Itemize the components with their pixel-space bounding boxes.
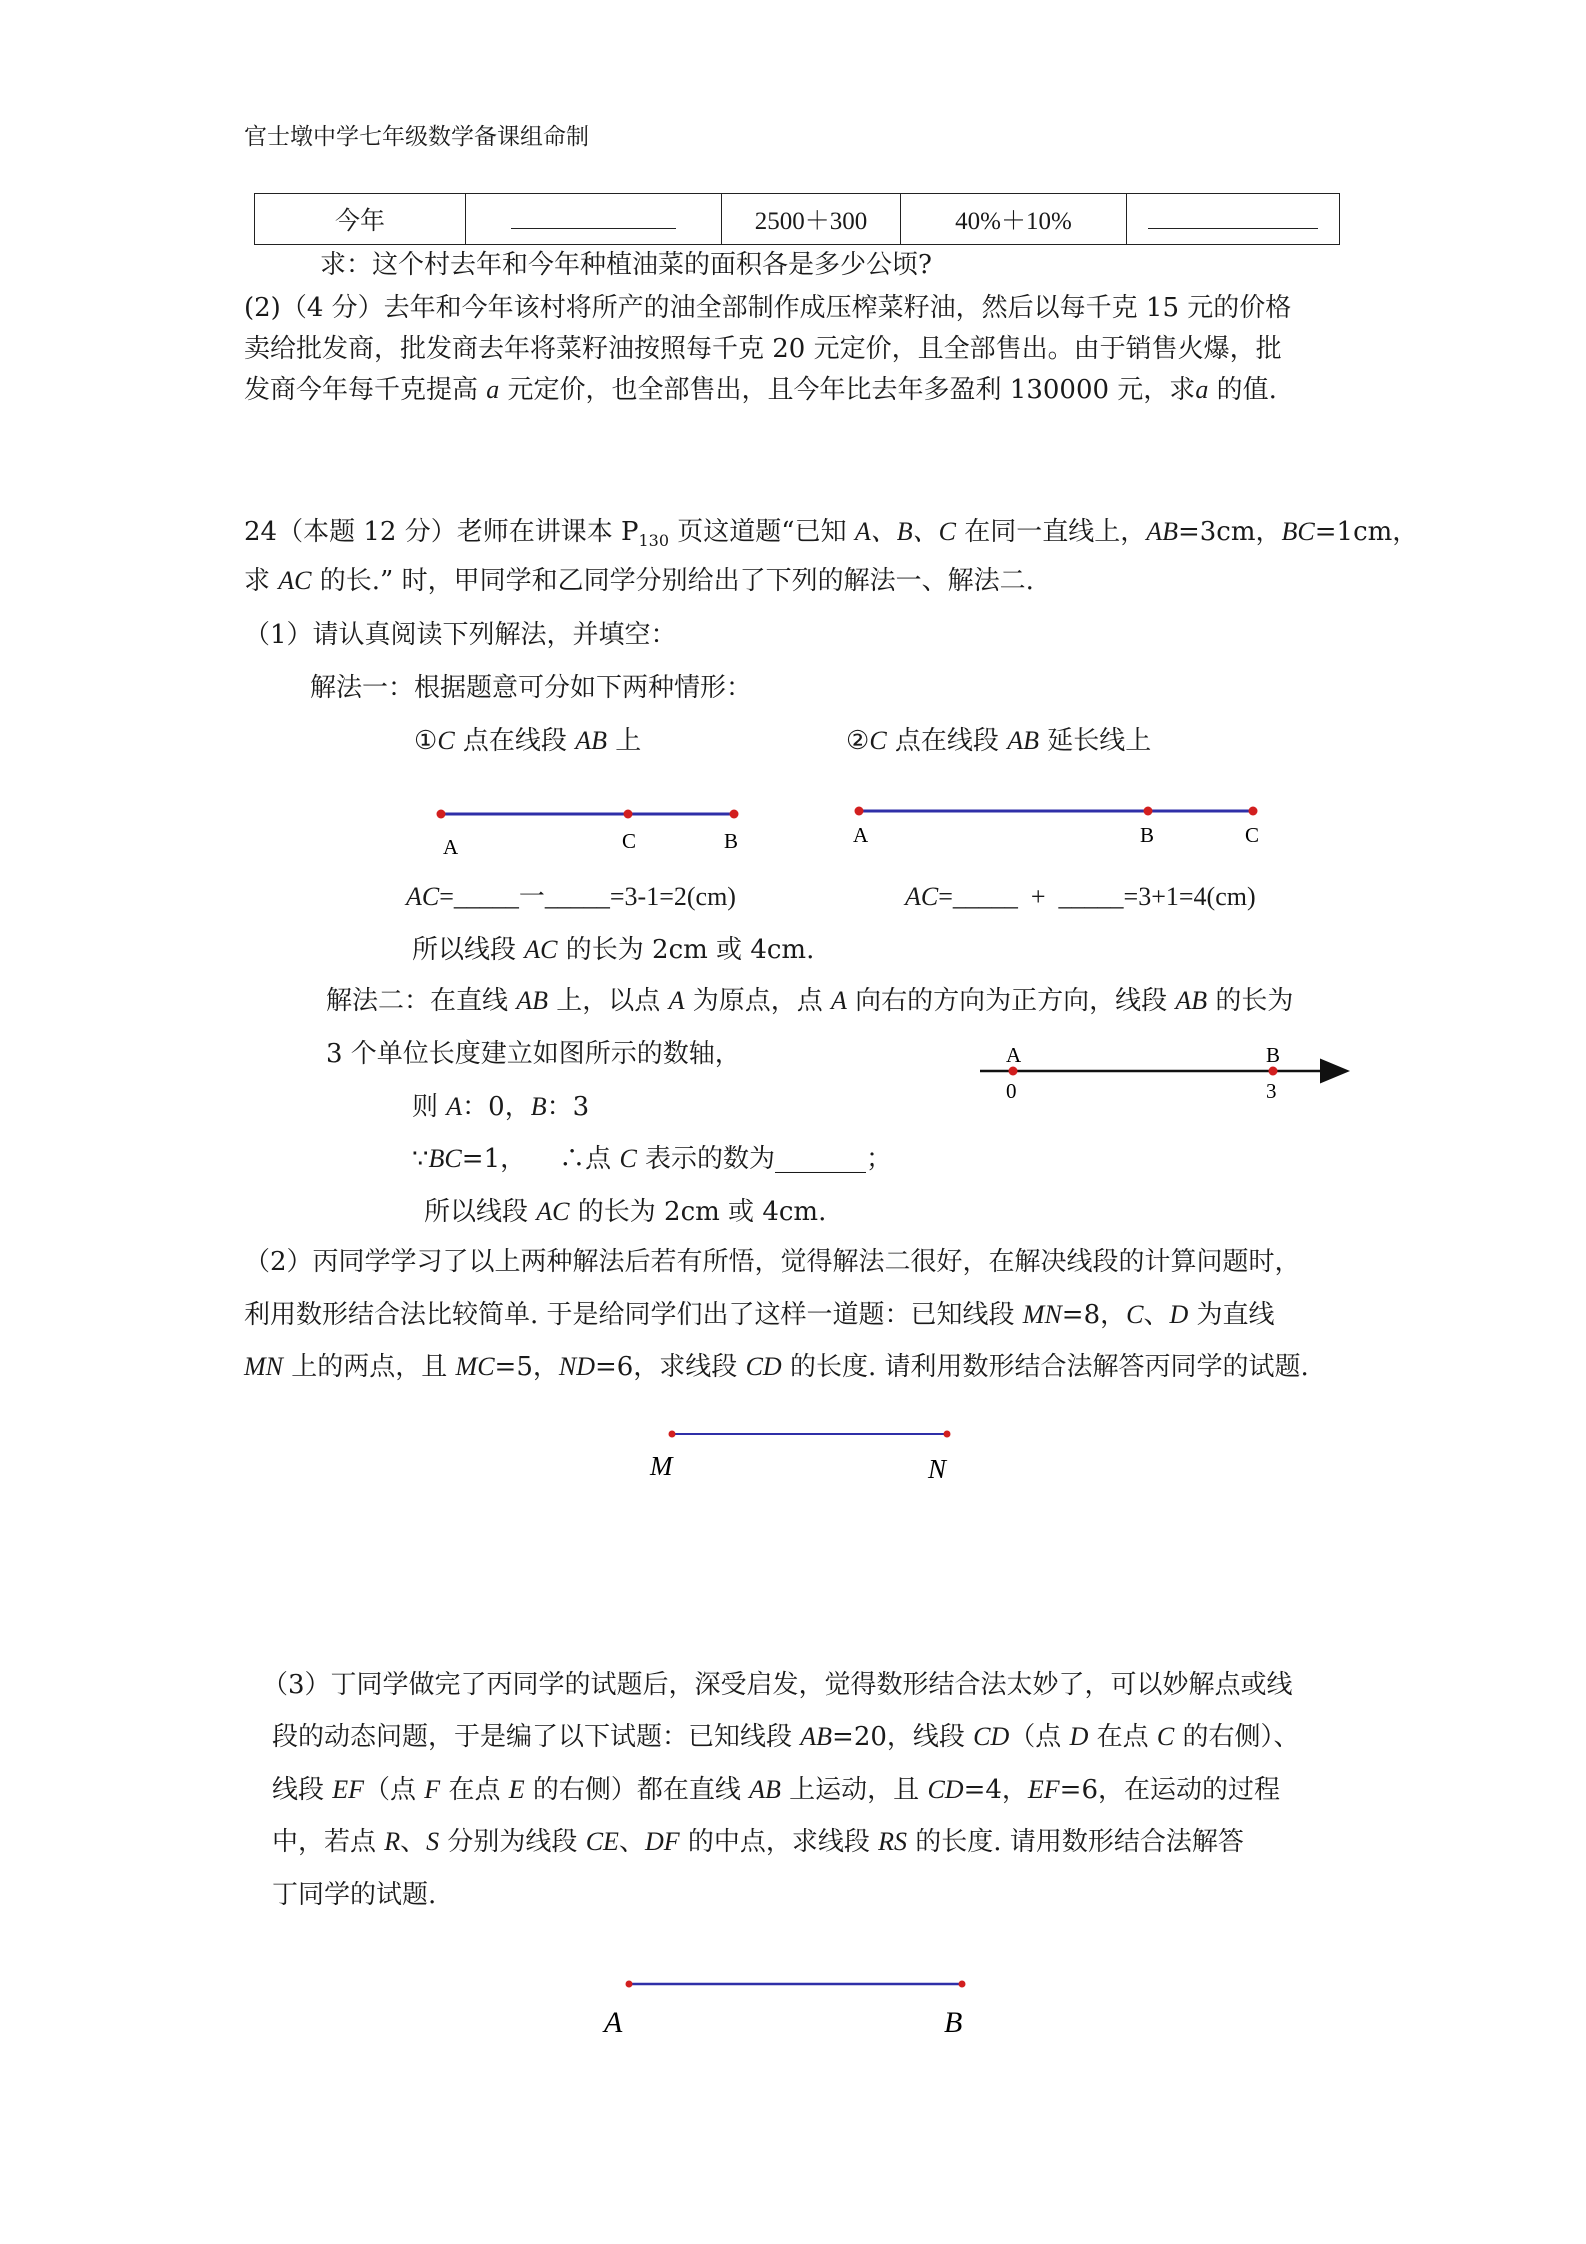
point-n (944, 1431, 951, 1438)
q24-line2: 求 AC 的长.” 时，甲同学和乙同学分别给出了下列的解法一、解法二. (244, 566, 1034, 596)
figure-ab-segment (602, 1981, 966, 2040)
point-b-1 (730, 810, 739, 819)
table-cell-percent: 40%＋10% (901, 194, 1127, 245)
q23-part2-line2: 卖给批发商，批发商去年将菜籽油按照每千克 20 元定价，且全部售出。由于销售火爆，批 (244, 334, 1282, 364)
label-b-1: B (724, 829, 739, 853)
part3-line3: 线段 EF（点 F 在点 E 的右侧）都在直线 AB 上运动，且 CD=4，EF=6，在运动的过程 (272, 1775, 1280, 1805)
point-a-3 (626, 1981, 633, 1988)
point-b-3 (959, 1981, 966, 1988)
axis-tick-3: 3 (1266, 1079, 1277, 1103)
number-axis (980, 1043, 1345, 1103)
table-cell-year: 今年 (255, 194, 466, 245)
figure-case2-segment (853, 807, 1259, 848)
method2-line2: 3 个单位长度建立如图所示的数轴， (326, 1039, 741, 1069)
label-a-3: A (604, 2006, 623, 2039)
point-c-1 (624, 810, 633, 819)
label-b-2: B (1140, 823, 1155, 847)
page-header: 官士墩中学七年级数学备课组命制 (244, 124, 589, 150)
part3-line5: 丁同学的试题. (272, 1880, 437, 1910)
part2-line1: （2）丙同学学习了以上两种解法后若有所悟，觉得解法二很好，在解决线段的计算问题时， (244, 1247, 1301, 1277)
label-a-2: A (853, 823, 869, 847)
table-cell-value: 2500＋300 (722, 194, 901, 245)
figure-case1-segment (437, 810, 739, 860)
label-c-2: C (1245, 823, 1260, 847)
label-c-1: C (622, 829, 637, 853)
point-b-2 (1144, 807, 1153, 816)
axis-point-a (1009, 1067, 1018, 1076)
q24-part1: （1）请认真阅读下列解法，并填空： (244, 620, 677, 650)
method1-title: 解法一：根据题意可分如下两种情形： (310, 673, 753, 703)
part2-line3: MN 上的两点，且 MC=5，ND=6，求线段 CD 的长度. 请利用数形结合法解答丙同学的试题. (244, 1352, 1309, 1382)
point-c-2 (1249, 807, 1258, 816)
axis-tick-0: 0 (1006, 1079, 1017, 1103)
part3-line2: 段的动态问题，于是编了以下试题：已知线段 AB=20，线段 CD（点 D 在点 C 的右侧）、 (272, 1722, 1300, 1752)
method2-coords: 则 A：0，B：3 (412, 1092, 590, 1122)
conclusion-1: 所以线段 AC 的长为 2cm 或 4cm. (412, 935, 815, 965)
equation-case2: AC=_____ + _____=3+1=4(cm) (905, 882, 1256, 911)
conclusion-2: 所以线段 AC 的长为 2cm 或 4cm. (424, 1197, 827, 1227)
equation-case1: AC=_____一_____=3-1=2(cm) (406, 882, 736, 911)
axis-point-b (1269, 1067, 1278, 1076)
label-m: M (650, 1451, 673, 1481)
case1-label: ①C 点在线段 AB 上 (414, 726, 642, 756)
point-a-2 (855, 807, 864, 816)
point-m (669, 1431, 676, 1438)
axis-label-b: B (1266, 1043, 1281, 1067)
axis-label-a: A (1006, 1043, 1022, 1067)
figure-mn-segment (649, 1431, 951, 1485)
q23-part2-line1: (2)（4 分）去年和今年该村将所产的油全部制作成压榨菜籽油，然后以每千克 15 元的价格 (244, 293, 1292, 323)
q24-line1: 24（本题 12 分）老师在讲课本 $P_{130}$ 页这道题“已知 A、B、C 在同一直线上，AB=3cm，BC=1cm， (244, 517, 1419, 551)
label-n: N (928, 1454, 947, 1484)
method2-line1: 解法二：在直线 AB 上，以点 A 为原点，点 A 向右的方向为正方向，线段 AB 的长为 (326, 986, 1294, 1016)
label-a-1: A (443, 835, 459, 859)
part2-line2: 利用数形结合法比较简单. 于是给同学们出了这样一道题：已知线段 MN=8，C、D 为直线 (244, 1300, 1275, 1330)
label-b-3: B (944, 2006, 963, 2039)
case2-label: ②C 点在线段 AB 延长线上 (846, 726, 1152, 756)
q23-part2-line3: 发商今年每千克提高 a 元定价，也全部售出，且今年比去年多盈利 130000 元，求a 的值. (244, 375, 1277, 405)
part3-line4: 中，若点 R、S 分别为线段 CE、DF 的中点，求线段 RS 的长度. 请用数形结合法解答 (272, 1827, 1244, 1857)
method2-bc: ∵BC=1， ∴点 C 表示的数为_______； (412, 1144, 893, 1174)
q23-ask: 求：这个村去年和今年种植油菜的面积各是多少公顷? (320, 250, 932, 280)
point-a-1 (437, 810, 446, 819)
part3-line1: （3）丁同学做完了丙同学的试题后，深受启发，觉得数形结合法太妙了，可以妙解点或线 (262, 1670, 1293, 1700)
